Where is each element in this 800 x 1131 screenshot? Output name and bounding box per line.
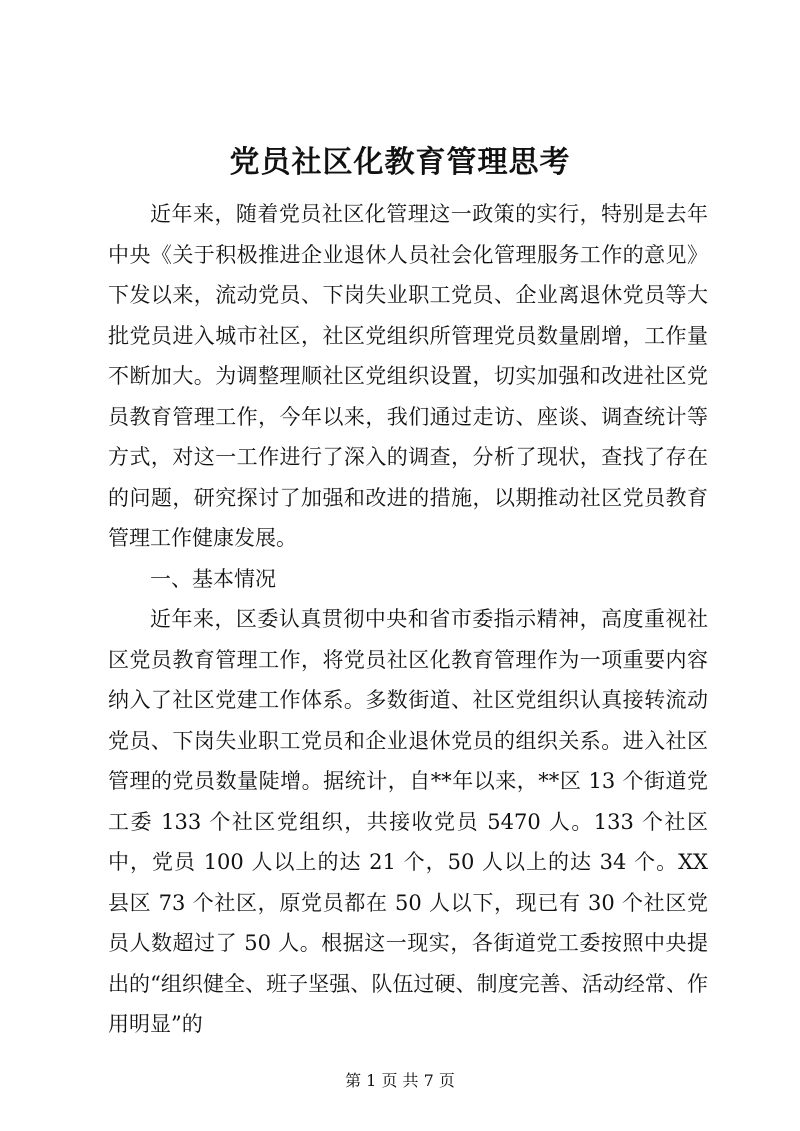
section-heading-basic-situation: 一、基本情况 bbox=[150, 566, 276, 591]
document-title: 党员社区化教育管理思考 bbox=[229, 145, 571, 180]
document-body bbox=[108, 194, 708, 1045]
page-footer: 第 1 页 共 7 页 bbox=[345, 1071, 455, 1090]
intro-paragraph: 近年来，随着党员社区化管理这一政策的实行，特别是去年中央《关于积极推进企业退休人员社会化管理服务工作的意见》下发以来，流动党员、下岗失业职工党员、企业离退休党员等大批党员进入城市社区，社区党组织所管理党员数量剧增，工作量不断加大。为调整理顺社区党组织设置，切实加强和改进社区党员教育管理工作，今年以来，我们通过走访、座谈、调查统计等方式，对这一工作进行了深入的调查，分析了现状，查找了存在的问题，研究探讨了加强和改进的措施，以期推动社区党员教育管理工作健康发展。 bbox=[108, 202, 708, 550]
basic-situation-paragraph: 近年来，区委认真贯彻中央和省市委指示精神，高度重视社区党员教育管理工作，将党员社区化教育管理作为一项重要内容纳入了社区党建工作体系。多数街道、社区党组织认真接转流动党员、下岗失业职工党员和企业退休党员的组织关系。进入社区管理的党员数量陡增。据统计，自**年以来，**区 13 个街道党工委 133 个社区党组织，共接收党员 5470 人。133 个社区中，党员 100 人以上的达 21 个，50 人以上的达 34 个。XX 县区 73 个社区，原党员都在 50 人以下，现已有 30 个社区党员人数超过了 50 人。根据这一现实，各街道党工委按照中央提出的“组织健全、班子坚强、队伍过硬、制度完善、活动经常、作用明显”的 bbox=[108, 607, 708, 1036]
